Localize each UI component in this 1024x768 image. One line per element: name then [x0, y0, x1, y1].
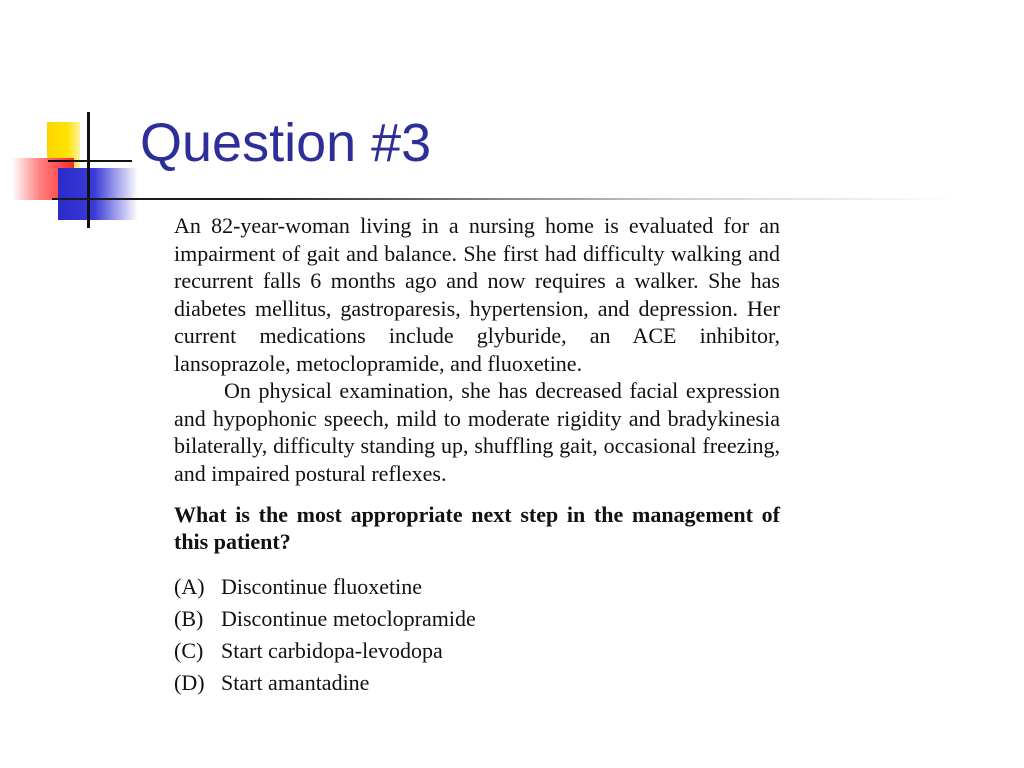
option-a — [174, 571, 780, 603]
option-letter: (D) — [174, 670, 205, 695]
title-underline-rule — [52, 198, 957, 200]
slide-decoration — [0, 0, 160, 240]
option-d — [174, 667, 780, 699]
option-c — [174, 635, 780, 667]
option-text: Discontinue metoclopramide — [221, 606, 476, 631]
vertical-rule — [87, 112, 90, 228]
slide-title: Question #3 — [140, 113, 432, 173]
option-b — [174, 603, 780, 635]
question-content — [174, 212, 780, 699]
option-letter: (B) — [174, 606, 204, 631]
option-text: Discontinue fluoxetine — [221, 574, 423, 599]
blue-square-decoration — [58, 168, 138, 220]
short-horizontal-rule — [48, 160, 132, 162]
option-letter: (A) — [174, 574, 205, 599]
answer-options — [174, 571, 780, 699]
option-letter: (C) — [174, 638, 204, 663]
case-paragraph-exam: On physical examination, she has decreased facial expression and hypophonic speech, mild to moderate rigidity and bradykinesia bilaterally, difficulty standing up, shuffling gait, occasional freezing, and impaired postural reflexes. — [174, 378, 780, 486]
case-paragraph-history: An 82-year-woman living in a nursing home is evaluated for an impairment of gait and balance. She first had difficulty walking and recurrent falls 6 months ago and now requires a walker. She has diabetes mellitus, gastroparesis, hypertension, and depression. Her current medications include glyburide, an ACE inhibitor, lansoprazole, metoclopramide, and fluoxetine. — [174, 213, 780, 376]
option-text: Start amantadine — [221, 670, 370, 695]
question-stem: What is the most appropriate next step in the management of this patient? — [174, 502, 780, 554]
option-text: Start carbidopa-levodopa — [221, 638, 443, 663]
